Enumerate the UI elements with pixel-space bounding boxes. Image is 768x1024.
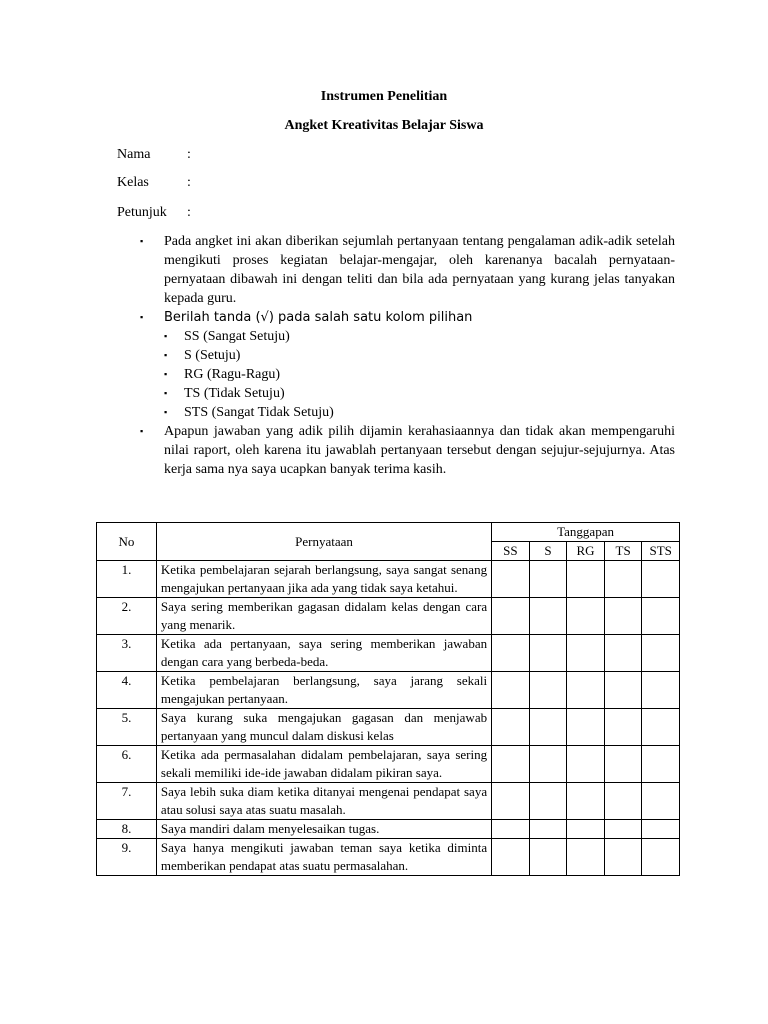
bullet-icon: ▪ bbox=[164, 388, 168, 398]
response-cell-rg[interactable] bbox=[567, 839, 605, 876]
option-text: STS (Sangat Tidak Setuju) bbox=[184, 405, 334, 420]
row-statement: Saya sering memberikan gagasan didalam kelas dengan cara yang menarik. bbox=[156, 598, 491, 635]
row-statement: Ketika pembelajaran sejarah berlangsung, saya sangat senang mengajukan pertanyaan jika ada yang tidak saya ketahui. bbox=[156, 561, 491, 598]
option-item bbox=[164, 365, 675, 384]
instruction-item bbox=[140, 422, 675, 479]
option-text: S (Setuju) bbox=[184, 348, 241, 363]
response-cell-ss[interactable] bbox=[492, 598, 530, 635]
table-row bbox=[97, 561, 680, 598]
row-number: 3. bbox=[97, 635, 157, 672]
response-cell-s[interactable] bbox=[529, 561, 567, 598]
row-statement: Ketika pembelajaran berlangsung, saya jarang sekali mengajukan pertanyaan. bbox=[156, 672, 491, 709]
response-cell-s[interactable] bbox=[529, 820, 567, 839]
bullet-icon: ▪ bbox=[164, 369, 168, 379]
bullet-icon: ▪ bbox=[164, 407, 168, 417]
row-number: 7. bbox=[97, 783, 157, 820]
field-kelas bbox=[117, 173, 191, 192]
response-cell-ss[interactable] bbox=[492, 635, 530, 672]
response-cell-s[interactable] bbox=[529, 746, 567, 783]
response-cell-ts[interactable] bbox=[604, 839, 642, 876]
response-cell-rg[interactable] bbox=[567, 783, 605, 820]
response-cell-ts[interactable] bbox=[604, 598, 642, 635]
row-number: 2. bbox=[97, 598, 157, 635]
row-statement: Saya lebih suka diam ketika ditanyai mengenai pendapat saya atau solusi saya atas suatu masalah. bbox=[156, 783, 491, 820]
row-statement: Saya mandiri dalam menyelesaikan tugas. bbox=[156, 820, 491, 839]
header-response: Tanggapan bbox=[492, 523, 680, 542]
document-title: Instrumen Penelitian bbox=[320, 89, 448, 104]
option-text: TS (Tidak Setuju) bbox=[184, 386, 285, 401]
field-label: Nama bbox=[117, 147, 151, 162]
instruction-item bbox=[140, 232, 675, 308]
response-cell-sts[interactable] bbox=[642, 672, 680, 709]
option-item bbox=[164, 346, 675, 365]
instruction-text: Pada angket ini akan diberikan sejumlah pertanyaan tentang pengalaman adik-adik setelah mengikuti proses kegiatan belajar-mengajar, oleh karenanya bacalah pernyataan-pernyataan dibawah ini dengan teliti dan bila ada pernyataan yang kurang jelas tanyakan kepada guru. bbox=[164, 234, 675, 306]
bullet-icon: ▪ bbox=[140, 236, 144, 246]
document-subtitle: Angket Kreativitas Belajar Siswa bbox=[284, 118, 484, 133]
option-item bbox=[164, 384, 675, 403]
option-text: SS (Sangat Setuju) bbox=[184, 329, 290, 344]
table-row bbox=[97, 635, 680, 672]
field-label: Petunjuk bbox=[117, 205, 167, 220]
row-number: 6. bbox=[97, 746, 157, 783]
response-cell-s[interactable] bbox=[529, 709, 567, 746]
header-s: S bbox=[529, 542, 567, 561]
header-rg: RG bbox=[567, 542, 605, 561]
table-row bbox=[97, 839, 680, 876]
bullet-icon: ▪ bbox=[164, 331, 168, 341]
response-cell-s[interactable] bbox=[529, 672, 567, 709]
instructions-list bbox=[140, 232, 675, 479]
field-separator: : bbox=[187, 205, 191, 220]
response-cell-ss[interactable] bbox=[492, 746, 530, 783]
response-cell-s[interactable] bbox=[529, 598, 567, 635]
field-separator: : bbox=[187, 147, 191, 162]
response-cell-ss[interactable] bbox=[492, 561, 530, 598]
instruction-text: Berilah tanda (√) pada salah satu kolom pilihan bbox=[164, 310, 473, 325]
row-statement: Ketika ada pertanyaan, saya sering memberikan jawaban dengan cara yang berbeda-beda. bbox=[156, 635, 491, 672]
header-statement: Pernyataan bbox=[156, 523, 491, 561]
instruction-item bbox=[140, 308, 675, 327]
response-cell-sts[interactable] bbox=[642, 783, 680, 820]
row-number: 1. bbox=[97, 561, 157, 598]
bullet-icon: ▪ bbox=[140, 312, 144, 322]
row-number: 9. bbox=[97, 839, 157, 876]
option-item bbox=[164, 403, 675, 422]
field-label: Kelas bbox=[117, 175, 149, 190]
response-cell-rg[interactable] bbox=[567, 820, 605, 839]
row-statement: Saya hanya mengikuti jawaban teman saya ketika diminta memberikan pendapat atas suatu permasalahan. bbox=[156, 839, 491, 876]
response-cell-ts[interactable] bbox=[604, 746, 642, 783]
row-number: 5. bbox=[97, 709, 157, 746]
response-cell-ts[interactable] bbox=[604, 672, 642, 709]
response-cell-sts[interactable] bbox=[642, 635, 680, 672]
response-cell-rg[interactable] bbox=[567, 709, 605, 746]
response-cell-s[interactable] bbox=[529, 783, 567, 820]
table-row bbox=[97, 709, 680, 746]
table-row bbox=[97, 598, 680, 635]
field-separator: : bbox=[187, 175, 191, 190]
response-cell-ts[interactable] bbox=[604, 820, 642, 839]
response-cell-ss[interactable] bbox=[492, 839, 530, 876]
option-text: RG (Ragu-Ragu) bbox=[184, 367, 281, 382]
response-cell-rg[interactable] bbox=[567, 746, 605, 783]
bullet-icon: ▪ bbox=[140, 426, 144, 436]
questionnaire-table bbox=[96, 522, 680, 876]
table-row bbox=[97, 783, 680, 820]
field-nama bbox=[117, 145, 191, 164]
response-cell-sts[interactable] bbox=[642, 598, 680, 635]
response-cell-ss[interactable] bbox=[492, 820, 530, 839]
response-cell-rg[interactable] bbox=[567, 598, 605, 635]
field-petunjuk bbox=[117, 203, 191, 222]
bullet-icon: ▪ bbox=[164, 350, 168, 360]
table-row bbox=[97, 820, 680, 839]
response-cell-rg[interactable] bbox=[567, 672, 605, 709]
response-cell-sts[interactable] bbox=[642, 746, 680, 783]
response-cell-ts[interactable] bbox=[604, 635, 642, 672]
table-row bbox=[97, 672, 680, 709]
response-cell-sts[interactable] bbox=[642, 709, 680, 746]
header-ts: TS bbox=[604, 542, 642, 561]
table-body bbox=[97, 561, 680, 876]
response-cell-ts[interactable] bbox=[604, 783, 642, 820]
response-cell-ss[interactable] bbox=[492, 672, 530, 709]
instruction-text: Apapun jawaban yang adik pilih dijamin kerahasiaannya dan tidak akan mempengaruhi nilai raport, oleh karena itu jawablah pertanyaan tersebut dengan sejujur-sejujurnya. Atas kerja sama nya saya ucapkan banyak terima kasih. bbox=[164, 424, 675, 477]
response-cell-ss[interactable] bbox=[492, 783, 530, 820]
response-cell-sts[interactable] bbox=[642, 561, 680, 598]
header-no: No bbox=[97, 523, 157, 561]
header-ss: SS bbox=[492, 542, 530, 561]
option-item bbox=[164, 327, 675, 346]
row-statement: Saya kurang suka mengajukan gagasan dan menjawab pertanyaan yang muncul dalam diskusi kelas bbox=[156, 709, 491, 746]
response-cell-ts[interactable] bbox=[604, 561, 642, 598]
response-cell-rg[interactable] bbox=[567, 561, 605, 598]
table-row bbox=[97, 746, 680, 783]
response-cell-ss[interactable] bbox=[492, 709, 530, 746]
header-sts: STS bbox=[642, 542, 680, 561]
response-cell-rg[interactable] bbox=[567, 635, 605, 672]
response-cell-ts[interactable] bbox=[604, 709, 642, 746]
row-number: 8. bbox=[97, 820, 157, 839]
response-cell-sts[interactable] bbox=[642, 839, 680, 876]
row-statement: Ketika ada permasalahan didalam pembelajaran, saya sering sekali memiliki ide-ide jawaban didalam pikiran saya. bbox=[156, 746, 491, 783]
response-cell-s[interactable] bbox=[529, 839, 567, 876]
row-number: 4. bbox=[97, 672, 157, 709]
response-cell-sts[interactable] bbox=[642, 820, 680, 839]
response-cell-s[interactable] bbox=[529, 635, 567, 672]
